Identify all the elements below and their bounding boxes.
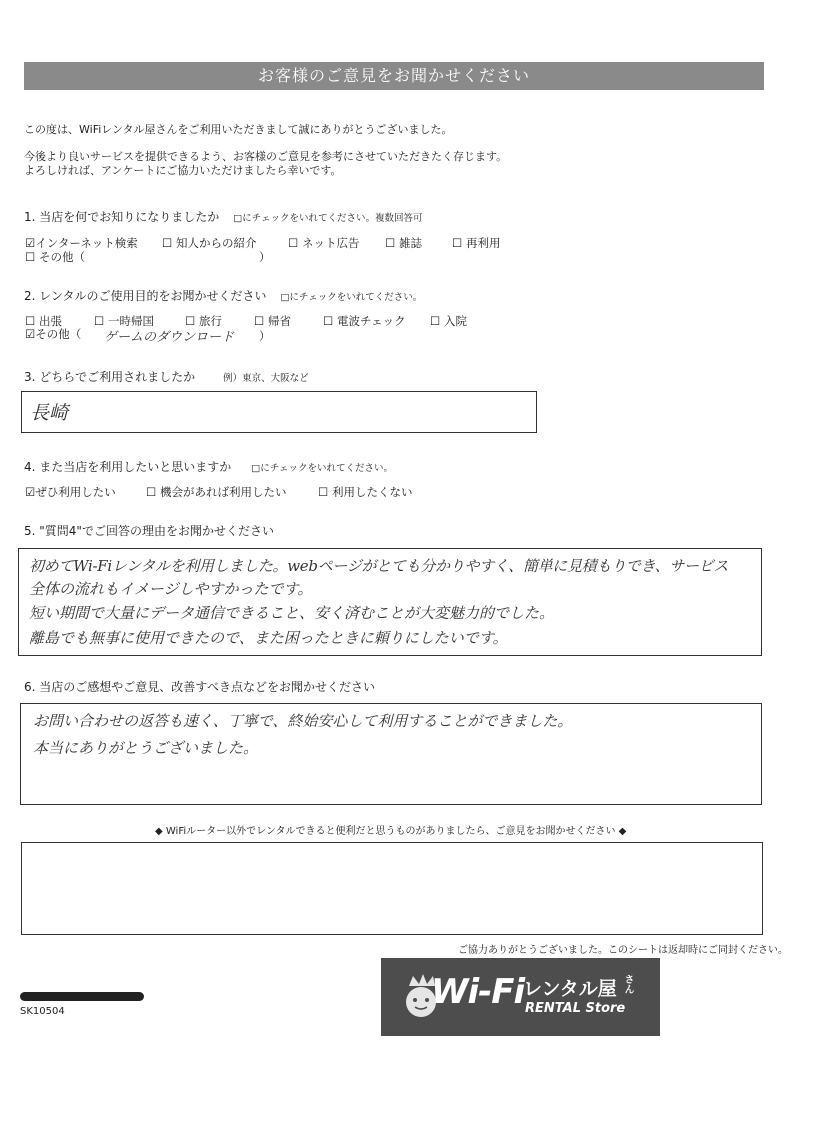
checkbox-icon: ☐ [25, 314, 36, 328]
checkbox-icon: ☑ [25, 485, 36, 499]
q1-option-other[interactable] [25, 249, 85, 265]
q5-title: 5. "質問4"でご回答の理由をお聞かせください [24, 524, 274, 538]
q5-line-4: 離島でも無事に使用できたので、また困ったときに頼りにしたいです。 [29, 629, 508, 647]
q1-option-5-label: 再利用 [465, 236, 501, 250]
q3-answer: 長崎 [30, 402, 69, 424]
q4-option-1[interactable] [25, 484, 116, 500]
q4-option-2-label: 機会があれば利用したい [159, 485, 287, 499]
q2-option-3-label: 旅行 [198, 314, 222, 328]
checkbox-icon: ☑ [25, 327, 36, 341]
q6-title: 6. 当店のご感想やご意見、改善すべき点などをお聞かせください [24, 680, 376, 694]
q3-title: 3. どちらでご利用されましたか [24, 370, 196, 384]
q6-line-1: お問い合わせの返答も速く、丁寧で、終始安心して利用することができました。 [33, 712, 573, 730]
logo-jp-text: レンタル屋 [523, 978, 617, 1000]
q1-other-label: その他（ [38, 250, 85, 264]
brand-logo [381, 958, 660, 1036]
q4-title: 4. また当店を利用したいと思いますか [24, 460, 232, 474]
q5-line-2: 全体の流れもイメージしやすかったです。 [29, 580, 313, 598]
q1-option-4[interactable] [385, 235, 422, 251]
checkbox-icon: ☐ [162, 236, 173, 250]
footer-thanks: ご協力ありがとうございました。このシートは返却時にご同封ください。 [458, 945, 788, 956]
q3-answer-box[interactable] [21, 391, 537, 433]
q7-answer-box[interactable] [21, 842, 763, 935]
q4-option-3[interactable] [318, 484, 412, 500]
q2-heading [24, 287, 422, 304]
redaction-bar [20, 992, 144, 1001]
q7-prompt: ◆ WiFiルーター以外でレンタルできると便利だと思うものがありましたら、ご意見をお聞かせください ◆ [155, 826, 627, 837]
checkbox-icon: ☐ [385, 236, 396, 250]
checkbox-icon: ☐ [452, 236, 463, 250]
q1-note: □にチェックをいれてください。複数回答可 [233, 213, 423, 224]
q2-other-text: ゲームのダウンロード [104, 330, 235, 345]
logo-wifi-text: Wi-Fi [431, 972, 525, 1012]
q2-note: □にチェックをいれてください。 [280, 292, 423, 303]
q2-option-1-label: 出張 [38, 314, 62, 328]
q1-option-2-label: 知人からの紹介 [175, 236, 257, 250]
q6-line-2: 本当にありがとうございました。 [33, 739, 259, 757]
checkbox-icon: ☐ [94, 314, 105, 328]
page-title: お客様のご意見をお聞かせください [24, 62, 764, 90]
q4-option-3-label: 利用したくない [331, 485, 413, 499]
q5-line-1: 初めてWi-Fiレンタルを利用しました。webページがとても分かりやすく、簡単に見積もりでき、サービス [29, 557, 729, 575]
q6-answer-box[interactable] [20, 703, 762, 805]
q2-title: 2. レンタルのご使用目的をお聞かせください [24, 289, 267, 303]
q1-option-1-label: インターネット検索 [35, 236, 138, 250]
q3-note: 例）東京、大阪など [223, 373, 309, 384]
q1-title: 1. 当店を何でお知りになりましたか [24, 210, 220, 224]
q2-other-label: その他（ [35, 327, 82, 341]
q2-option-6[interactable] [430, 313, 467, 329]
checkbox-icon: ☐ [254, 314, 265, 328]
q2-option-2-label: 一時帰国 [107, 314, 154, 328]
checkbox-icon: ☐ [323, 314, 334, 328]
q1-option-2[interactable] [162, 235, 256, 251]
intro-line-3: よろしければ、アンケートにご協力いただけましたら幸いです。 [24, 164, 342, 177]
q4-option-2[interactable] [146, 484, 286, 500]
checkbox-icon: ☐ [430, 314, 441, 328]
q5-line-3: 短い期間で大量にデータ通信できること、安く済むことが大変魅力的でした。 [29, 604, 555, 622]
q1-option-4-label: 雑誌 [398, 236, 422, 250]
intro-line-2: 今後より良いサービスを提供できるよう、お客様のご意見を参考にさせていただきたく存じます。 [24, 150, 508, 163]
q1-option-3-label: ネット広告 [301, 236, 360, 250]
q1-other-close: ） [259, 250, 271, 264]
q2-option-6-label: 入院 [443, 314, 467, 328]
q2-option-4[interactable] [254, 313, 291, 329]
q2-other-close: ） [259, 329, 271, 343]
q1-heading [24, 208, 422, 225]
q1-option-3[interactable] [288, 235, 359, 251]
checkbox-icon: ☐ [146, 485, 157, 499]
q4-note: □にチェックをいれてください。 [251, 463, 393, 474]
q4-option-1-label: ぜひ利用したい [35, 485, 116, 499]
checkbox-icon: ☐ [318, 485, 329, 499]
q3-heading [24, 368, 309, 385]
checkbox-icon: ☑ [25, 236, 36, 250]
q4-heading [24, 458, 393, 475]
q2-option-other[interactable] [25, 326, 81, 342]
q2-option-4-label: 帰省 [267, 314, 291, 328]
checkbox-icon: ☐ [288, 236, 299, 250]
logo-san-text: さん [622, 974, 633, 994]
q1-option-5[interactable] [452, 235, 500, 251]
logo-en-text: RENTAL Store [525, 1001, 626, 1016]
q2-option-5-label: 電波チェック [336, 314, 406, 328]
q5-answer-box[interactable] [18, 548, 762, 656]
sheet-code: SK10504 [20, 1006, 65, 1017]
intro-line-1: この度は、WiFiレンタル屋さんをご利用いただきまして誠にありがとうございました。 [24, 123, 453, 136]
q2-option-5[interactable] [323, 313, 406, 329]
checkbox-icon: ☐ [185, 314, 196, 328]
checkbox-icon: ☐ [25, 250, 36, 264]
